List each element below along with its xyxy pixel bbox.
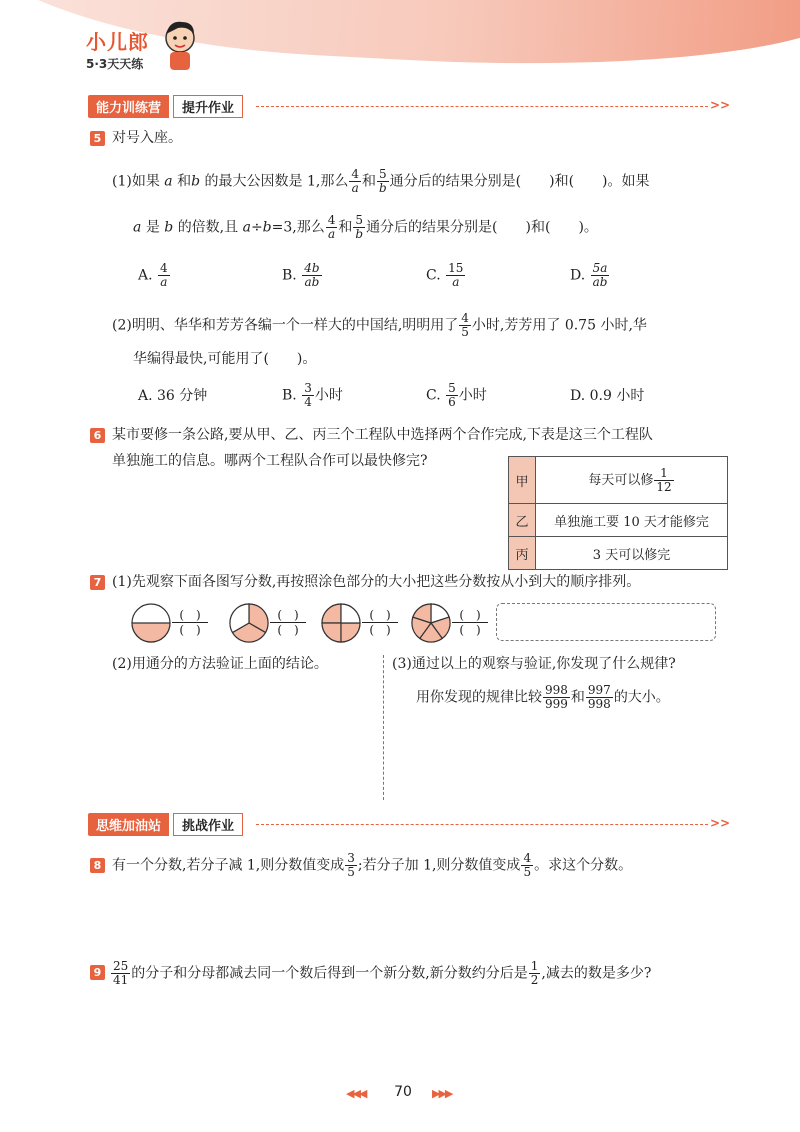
circle-quarter-diagram xyxy=(320,602,362,644)
team-table xyxy=(508,456,728,570)
q7-part3-line2: 用你发现的规律比较 $\frac{998}{999}$ 和 $\frac{997}{998}$ 的大小。 xyxy=(416,683,670,711)
mascot-icon xyxy=(160,18,200,72)
section-tag: 能力训练营 xyxy=(88,95,169,118)
table-row xyxy=(509,504,728,537)
q7-part3-line1: (3)通过以上的观察与验证,你发现了什么规律? xyxy=(392,656,676,672)
q5-part1-line2: a 是 b 的倍数,且 a÷b=3,那么 $\frac{4}{a}$ 和 $\frac{5}{b}$ 通分后的结果分别是( )和( )。 xyxy=(133,213,598,241)
next-arrows-icon: ▶▶▶ xyxy=(432,1087,452,1100)
chevron-right-icon: >> xyxy=(710,816,731,830)
section-divider xyxy=(256,106,708,107)
circle-half-diagram xyxy=(130,602,172,644)
column-divider xyxy=(383,655,384,800)
fraction-blank[interactable]: ( ) ( ) xyxy=(172,608,208,637)
team-cell: 乙 xyxy=(509,504,536,537)
prev-arrows-icon: ◀◀◀ xyxy=(346,1087,366,1100)
q5-part1-line1: (1)如果 a 和b 的最大公因数是 1,那么 $\frac{4}{a}$ 和 $\frac{5}{b}$ 通分后的结果分别是( )和( )。如果 xyxy=(112,167,650,195)
fraction-blank[interactable]: ( ) ( ) xyxy=(270,608,306,637)
page-number: 70 xyxy=(394,1084,412,1100)
table-row xyxy=(509,537,728,570)
brand-series: 5·3天天练 xyxy=(86,57,144,71)
q5-option2-c[interactable]: C. $\frac{5}{6}$ 小时 xyxy=(426,381,487,409)
q5-option-c[interactable]: C. $\frac{15}{a}$ xyxy=(426,261,464,289)
q5-option2-d[interactable]: D. 0.9 小时 xyxy=(570,388,645,404)
question-number: 7 xyxy=(90,575,105,590)
section-tag: 思维加油站 xyxy=(88,813,169,836)
q5-title: 对号入座。 xyxy=(112,130,182,146)
q9-text: $\frac{25}{41}$ 的分子和分母都减去同一个数后得到一个新分数,新分数约分后是 $\frac{1}{2}$ ,减去的数是多少? xyxy=(113,959,652,987)
q5-option-d[interactable]: D. $\frac{5a}{ab}$ xyxy=(570,261,608,289)
question-number: 6 xyxy=(90,428,105,443)
fraction-blank[interactable]: ( ) ( ) xyxy=(452,608,488,637)
q6-line1: 某市要修一条公路,要从甲、乙、丙三个工程队中选择两个合作完成,下表是这三个工程队 xyxy=(112,427,653,443)
fraction-blank[interactable]: ( ) ( ) xyxy=(362,608,398,637)
brand-title: 小儿郎 xyxy=(86,30,149,54)
q7-part2: (2)用通分的方法验证上面的结论。 xyxy=(112,656,328,672)
q7-part1: (1)先观察下面各图写分数,再按照涂色部分的大小把这些分数按从小到大的顺序排列。 xyxy=(112,574,641,590)
chevron-right-icon: >> xyxy=(710,98,731,112)
info-cell: 每天可以修 $\frac{1}{12}$ xyxy=(536,457,728,504)
question-number: 5 xyxy=(90,131,105,146)
section-sub: 提升作业 xyxy=(173,95,243,118)
brand-logo xyxy=(86,26,149,72)
info-cell: 单独施工要 10 天才能修完 xyxy=(536,504,728,537)
section-ability xyxy=(88,95,243,117)
q5-option2-b[interactable]: B. $\frac{3}{4}$ 小时 xyxy=(282,381,343,409)
table-row xyxy=(509,457,728,504)
q6-line2: 单独施工的信息。哪两个工程队合作可以最快修完? xyxy=(112,453,428,469)
q5-part2-line2: 华编得最快,可能用了( )。 xyxy=(133,351,317,367)
info-cell: 3 天可以修完 xyxy=(536,537,728,570)
q5-part2-line1: (2)明明、华华和芳芳各编一个一样大的中国结,明明用了 $\frac{4}{5}$ 小时,芳芳用了 0.75 小时,华 xyxy=(112,311,647,339)
team-cell: 丙 xyxy=(509,537,536,570)
question-number: 8 xyxy=(90,858,105,873)
circle-third-diagram xyxy=(228,602,270,644)
q5-option-a[interactable]: A. $\frac{4}{a}$ xyxy=(138,261,168,289)
team-cell: 甲 xyxy=(509,457,536,504)
circle-fifth-diagram xyxy=(410,602,452,644)
q8-text: 有一个分数,若分子减 1,则分数值变成 $\frac{3}{5}$ ;若分子加 1,则分数值变成 $\frac{4}{5}$ 。求这个分数。 xyxy=(112,851,633,879)
question-number: 9 xyxy=(90,965,105,980)
section-thinking xyxy=(88,813,243,835)
answer-box[interactable] xyxy=(496,603,716,641)
section-sub: 挑战作业 xyxy=(173,813,243,836)
section-divider xyxy=(256,824,708,825)
q5-option-b[interactable]: B. $\frac{4b}{ab}$ xyxy=(282,261,320,289)
q5-option2-a[interactable]: A. 36 分钟 xyxy=(138,388,208,404)
